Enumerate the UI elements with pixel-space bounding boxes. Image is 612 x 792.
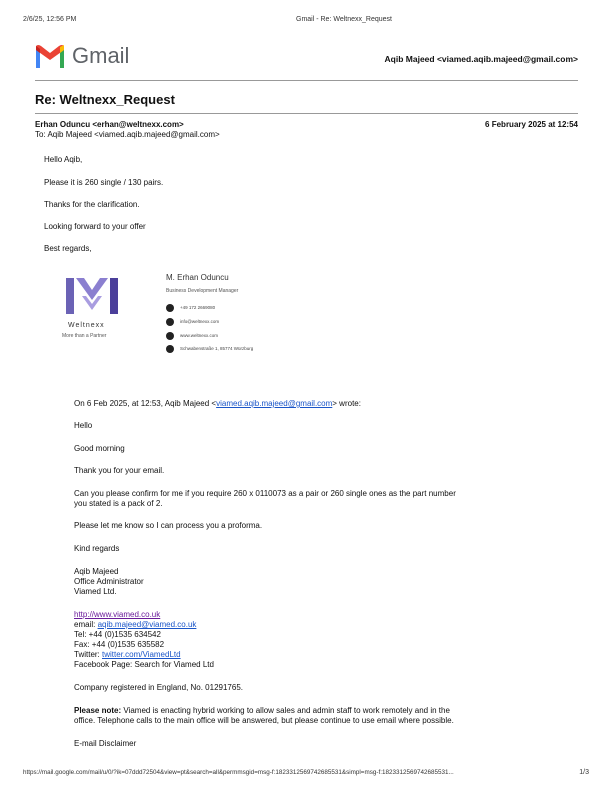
sig-role: Business Development Manager <box>166 288 239 294</box>
weltnexx-logo-icon <box>62 274 122 318</box>
account-label: Aqib Majeed <viamed.aqib.majeed@gmail.com> <box>384 54 578 64</box>
quote-line: Hello <box>74 421 93 430</box>
email-icon <box>166 318 174 326</box>
sig-name: M. Erhan Oduncu <box>166 273 229 282</box>
thread-subject: Re: Weltnexx_Request <box>35 92 175 107</box>
website-link[interactable]: http://www.viamed.co.uk <box>74 610 161 619</box>
twitter-link[interactable]: twitter.com/ViamedLtd <box>102 650 181 659</box>
quote-facebook: Facebook Page: Search for Viamed Ltd <box>74 660 214 669</box>
print-title: Gmail - Re: Weltnexx_Request <box>296 16 392 23</box>
quote-disclaimer: E-mail Disclaimer <box>74 739 137 748</box>
body-line: Best regards, <box>44 244 92 253</box>
sig-web: www.weltnexx.com <box>180 333 219 338</box>
quote-sig-company: Viamed Ltd. <box>74 587 117 596</box>
message-from: Erhan Oduncu <erhan@weltnexx.com> <box>35 120 184 129</box>
message-to: To: Aqib Majeed <viamed.aqib.majeed@gmail.com> <box>35 130 220 139</box>
quote-twitter-line: Twitter: twitter.com/ViamedLtd <box>74 650 181 659</box>
body-line: Please it is 260 single / 130 pairs. <box>44 178 164 187</box>
quote-note-line2: office. Telephone calls to the main office will be answered, but please continue to use email where possible. <box>74 716 454 725</box>
print-datetime: 2/6/25, 12:56 PM <box>23 16 77 23</box>
quote-sig-role: Office Administrator <box>74 577 144 586</box>
body-line: Thanks for the clarification. <box>44 200 140 209</box>
divider <box>35 80 578 81</box>
quote-sig-name: Aqib Majeed <box>74 567 119 576</box>
quote-line: Thank you for your email. <box>74 466 165 475</box>
quote-line: Kind regards <box>74 544 120 553</box>
divider <box>35 113 578 114</box>
location-icon <box>166 345 174 353</box>
print-url: https://mail.google.com/mail/u/0/?ik=07ddd72504&view=pt&search=all&permmsgid=msg-f:1823312569742685531&simpl=msg-f:1823312569742685531... <box>23 769 454 776</box>
body-line: Looking forward to your offer <box>44 222 146 231</box>
email-link[interactable]: aqib.majeed@viamed.co.uk <box>97 620 197 629</box>
print-page-number: 1/3 <box>579 769 589 776</box>
message-date: 6 February 2025 at 12:54 <box>485 120 578 129</box>
sig-phone: +49 172 2669080 <box>180 305 216 310</box>
body-line: Hello Aqib, <box>44 155 83 164</box>
phone-icon <box>166 304 174 312</box>
quote-note: Please note: Viamed is enacting hybrid working to allow sales and admin staff to work remotely and in the <box>74 706 450 715</box>
gmail-logo-icon <box>34 44 66 68</box>
sig-email: info@weltnexx.com <box>180 319 220 324</box>
quote-line: you stated is a pack of 2. <box>74 499 163 508</box>
sig-company: Weltnexx <box>68 322 105 329</box>
quote-line: Can you please confirm for me if you require 260 x 0110073 as a pair or 260 single ones as the part number <box>74 489 456 498</box>
quote-email-line: email: aqib.majeed@viamed.co.uk <box>74 620 197 629</box>
sig-tagline: More than a Partner <box>62 333 107 339</box>
globe-icon <box>166 332 174 340</box>
gmail-brand: Gmail <box>72 43 130 68</box>
quote-line: Please let me know so I can process you a proforma. <box>74 521 263 530</box>
quote-fax: Fax: +44 (0)1535 635582 <box>74 640 165 649</box>
quote-tel: Tel: +44 (0)1535 634542 <box>74 630 161 639</box>
sig-address: Schwabenstraße 1, 85774 Würzburg <box>180 346 254 351</box>
quote-registered: Company registered in England, No. 01291765. <box>74 683 243 692</box>
quote-intro: On 6 Feb 2025, at 12:53, Aqib Majeed <viamed.aqib.majeed@gmail.com> wrote: <box>74 399 361 408</box>
quote-line: Good morning <box>74 444 125 453</box>
quote-intro-email-link[interactable]: viamed.aqib.majeed@gmail.com <box>216 399 333 408</box>
